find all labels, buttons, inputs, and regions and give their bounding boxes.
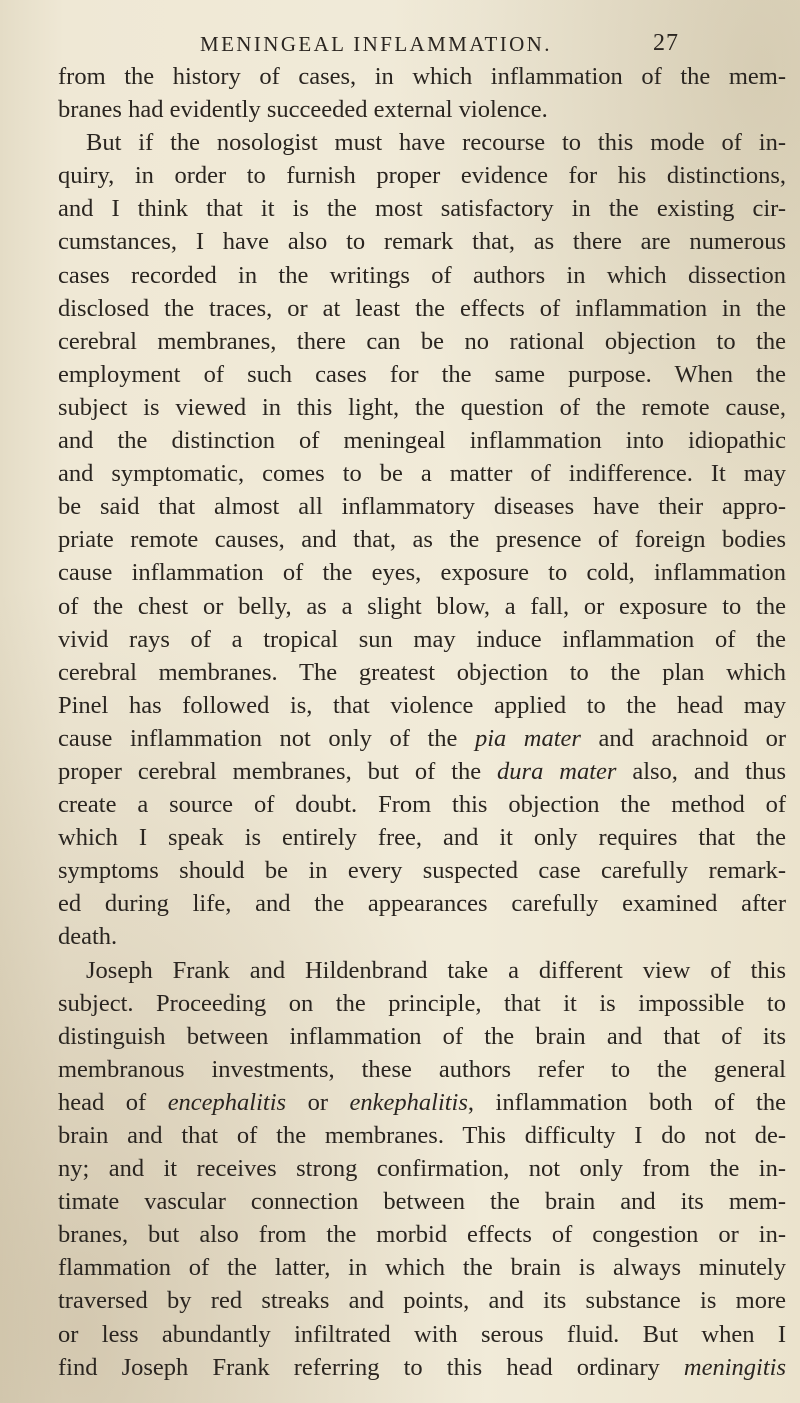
text-line: flammation of the latter, in which the brain is always minutely	[58, 1254, 786, 1282]
text-line: which I speak is entirely free, and it only requires that the	[58, 824, 786, 852]
italic-term: dura mater	[497, 757, 617, 785]
text-line: ny; and it receives strong confirmation, not only from the in-	[58, 1155, 786, 1183]
text-run: also, and thus	[616, 757, 786, 785]
text-line: traversed by red streaks and points, and its substance is more	[58, 1287, 786, 1315]
body-text	[58, 60, 786, 1384]
text-line: vivid rays of a tropical sun may induce inflammation of the	[58, 625, 786, 653]
italic-term: enkephalitis	[349, 1088, 468, 1116]
text-line: from the history of cases, in which inflammation of the mem-	[58, 63, 786, 90]
italic-term: encephalitis	[167, 1088, 287, 1116]
text-line: Pinel has followed is, that violence applied to the head may	[58, 691, 786, 719]
text-line: symptoms should be in every suspected case carefully remark-	[58, 857, 786, 885]
running-header	[0, 30, 800, 60]
text-run: cause inflammation not only of the	[58, 724, 475, 752]
text-line: disclosed the traces, or at least the effects of inflammation in the	[58, 294, 786, 322]
text-line: cause inflammation of the eyes, exposure to cold, inflammation	[58, 559, 786, 587]
text-line: cases recorded in the writings of authors in which dissection	[58, 261, 786, 289]
text-line	[58, 755, 786, 788]
text-line: cerebral membranes. The greatest objection to the plan which	[58, 658, 786, 686]
text-line: cerebral membranes, there can be no rational objection to the	[58, 327, 786, 355]
text-line: and symptomatic, comes to be a matter of indifference. It may	[58, 460, 786, 488]
text-line: subject is viewed in this light, the question of the remote cause,	[58, 393, 786, 421]
text-line: priate remote causes, and that, as the presence of foreign bodies	[58, 526, 786, 554]
page-number: 27	[653, 30, 679, 56]
italic-term: pia mater	[474, 724, 581, 752]
text-line	[58, 1086, 786, 1119]
text-line: of the chest or belly, as a slight blow, a fall, or exposure to the	[58, 592, 786, 620]
text-run: find Joseph Frank referring to this head ordinary	[58, 1353, 684, 1381]
text-line: membranous investments, these authors refer to the general	[58, 1055, 786, 1083]
running-title: MENINGEAL INFLAMMATION.	[200, 32, 552, 56]
text-line: or less abundantly infiltrated with serous fluid. But when I	[58, 1320, 786, 1348]
text-line: branes had evidently succeeded external violence.	[58, 96, 548, 124]
text-line: be said that almost all inflammatory diseases have their appro-	[58, 493, 786, 521]
text-line: and the distinction of meningeal inflammation into idiopathic	[58, 427, 786, 455]
text-line: quiry, in order to furnish proper evidence for his distinctions,	[58, 162, 786, 190]
text-run: and arachnoid or	[580, 724, 787, 752]
paragraph-start-line: Joseph Frank and Hildenbrand take a different view of this	[86, 956, 786, 984]
text-run: head of	[58, 1088, 168, 1116]
paragraph-start-line: But if the nosologist must have recourse to this mode of in-	[86, 129, 786, 157]
text-line: employment of such cases for the same purpose. When the	[58, 360, 786, 388]
text-run: , inflammation both of the	[467, 1088, 786, 1116]
text-line	[58, 1351, 786, 1384]
text-run: proper cerebral membranes, but of the	[58, 757, 498, 785]
text-line: ed during life, and the appearances carefully examined after	[58, 890, 786, 918]
text-line: cumstances, I have also to remark that, as there are numerous	[58, 228, 786, 256]
text-line: timate vascular connection between the brain and its mem-	[58, 1188, 786, 1216]
italic-term: meningitis	[683, 1353, 786, 1381]
text-line	[58, 722, 786, 755]
text-line: branes, but also from the morbid effects of congestion or in-	[58, 1221, 786, 1249]
text-line: subject. Proceeding on the principle, that it is impossible to	[58, 989, 786, 1017]
text-line: and I think that it is the most satisfactory in the existing cir-	[58, 195, 786, 223]
text-line: create a source of doubt. From this objection the method of	[58, 791, 786, 819]
text-run: or	[286, 1088, 350, 1116]
text-line: distinguish between inflammation of the brain and that of its	[58, 1022, 786, 1050]
text-line: brain and that of the membranes. This difficulty I do not de-	[58, 1122, 786, 1149]
text-line: death.	[58, 923, 118, 951]
